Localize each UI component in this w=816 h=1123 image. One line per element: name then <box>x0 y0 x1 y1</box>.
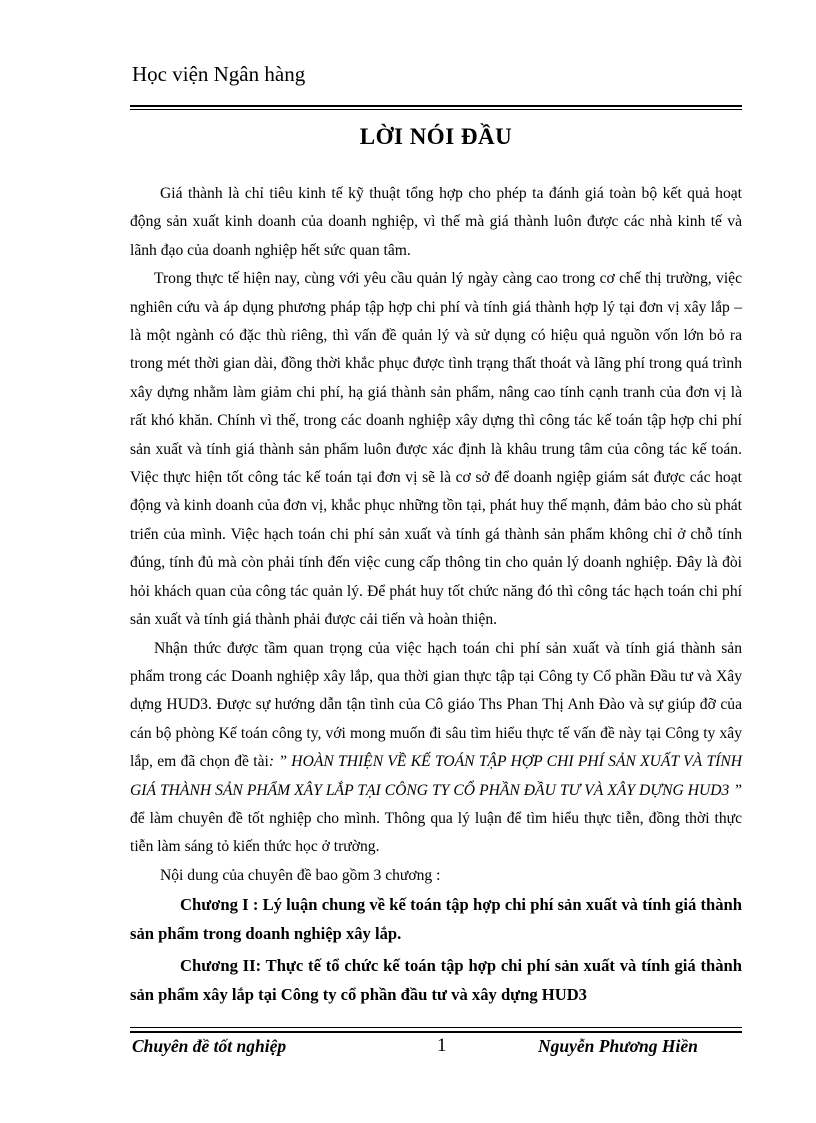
footer-document-type: Chuyên đề tốt nghiệp <box>132 1036 287 1056</box>
chapter-item: Chương I : Lý luận chung về kế toán tập hợp chi phí sản xuất và tính giá thành sản phẩm trong doanh nghiệp xây lắp. <box>130 895 742 944</box>
page-title: LỜI NÓI ĐẦU <box>359 124 513 149</box>
paragraph-topic-end: để làm chuyên đề tốt nghiệp cho mình. Thông qua lý luận để tìm hiểu thực tiễn, đồng thời thực tiễn làm sáng tỏ kiến thức học ở trường. <box>130 809 742 856</box>
paragraph-context: Trong thực tế hiện nay, cùng với yêu cầu quản lý ngày càng cao trong cơ chế thị trường, việc nghiên cứu và áp dụng phương pháp tập hợp chi phí và tính giá thành hợp lý tại đơn vị xây lắp – là một ngành có đặc thù riêng, thì vấn đề quản lý và sử dụng có hiệu quả nguồn vốn lớn bỏ ra trong mét thời gian dài, đồng thời khắc phục được tình trạng thất thoát và lãng phí trong quá trình xây dựng nhằm làm giảm chi phí, hạ giá thành sản phẩm, nâng cao tính cạnh tranh của đơn vị là rất khó khăn. Chính vì thế, trong các doanh nghiệp xây dựng thì công tác kế toán tập hợp chi phí sản xuất và tính giá thành sản phẩm luôn được xác định là khâu trung tâm của công tác kế toán. Việc thực hiện tốt công tác kế toán tại đơn vị sẽ là cơ sở để doanh ngiệp giám sát được các hoạt động và kinh doanh của đơn vị, khắc phục những tồn tại, phát huy thế mạnh, đảm bảo cho sù phát triển của mình. Việc hạch toán chi phí sản xuất và tính gá thành sản phẩm không chỉ ở chỗ tính đúng, tính đủ mà còn phải tính đến việc cung cấp thông tin cho quản lý doanh nghiệp. Đây là đòi hỏi khách quan của công tác quản lý. Để phát huy tốt chức năng đó thì công tác hạch toán chi phí sản xuất và tính giá thành phải được cải tiến và hoàn thiện. <box>130 270 742 629</box>
document-body <box>130 180 742 1009</box>
footer-author: Nguyễn Phương Hiền <box>538 1036 698 1056</box>
paragraph-topic-start: Nhận thức được tầm quan trọng của việc hạch toán chi phí sản xuất và tính giá thành sản phẩm trong các Doanh nghiệp xây lắp, qua thời gian thực tập tại Công ty Cổ phần Đầu tư và Xây dựng HUD3. Được sự hướng dẫn tận tình của Cô giáo Ths Phan Thị Anh Đào và sự giúp đỡ của cán bộ phòng Kế toán công ty, với mong muốn đi sâu tìm hiểu thực tế vấn đề này tại Công ty xây lắp, em đã chọn đề tài <box>130 639 742 771</box>
thesis-topic-title: : ” HOÀN THIỆN VỀ KẾ TOÁN TẬP HỢP CHI PHÍ SẢN XUẤT VÀ TÍNH GIÁ THÀNH SẢN PHẨM XÂY LẮP TẠI CÔNG TY CỔ PHẦN ĐẦU TƯ VÀ XÂY DỰNG HUD3 ” <box>130 753 743 799</box>
footer-divider-thin <box>130 1027 742 1028</box>
chapter-item: Chương II: Thực tế tổ chức kế toán tập hợp chi phí sản xuất và tính giá thành sản phẩm xây lắp tại Công ty cổ phần đầu tư và xây dựng HUD3 <box>130 956 742 1005</box>
page-number: 1 <box>437 1035 447 1056</box>
paragraph-contents: Nội dung của chuyên đề bao gồm 3 chương : <box>160 866 441 884</box>
paragraph-topic <box>130 635 742 862</box>
header-divider-thin <box>130 109 742 110</box>
header-institution: Học viện Ngân hàng <box>132 62 306 86</box>
paragraph-intro: Giá thành là chỉ tiêu kinh tế kỹ thuật tổng hợp cho phép ta đánh giá toàn bộ kết quả hoạt động sản xuất kinh doanh của doanh nghiệp, vì thế mà giá thành luôn được các nhà kinh tế và lãnh đạo của doanh nghiệp hết sức quan tâm. <box>130 185 742 259</box>
header-divider <box>130 105 742 107</box>
footer-divider <box>130 1031 742 1033</box>
